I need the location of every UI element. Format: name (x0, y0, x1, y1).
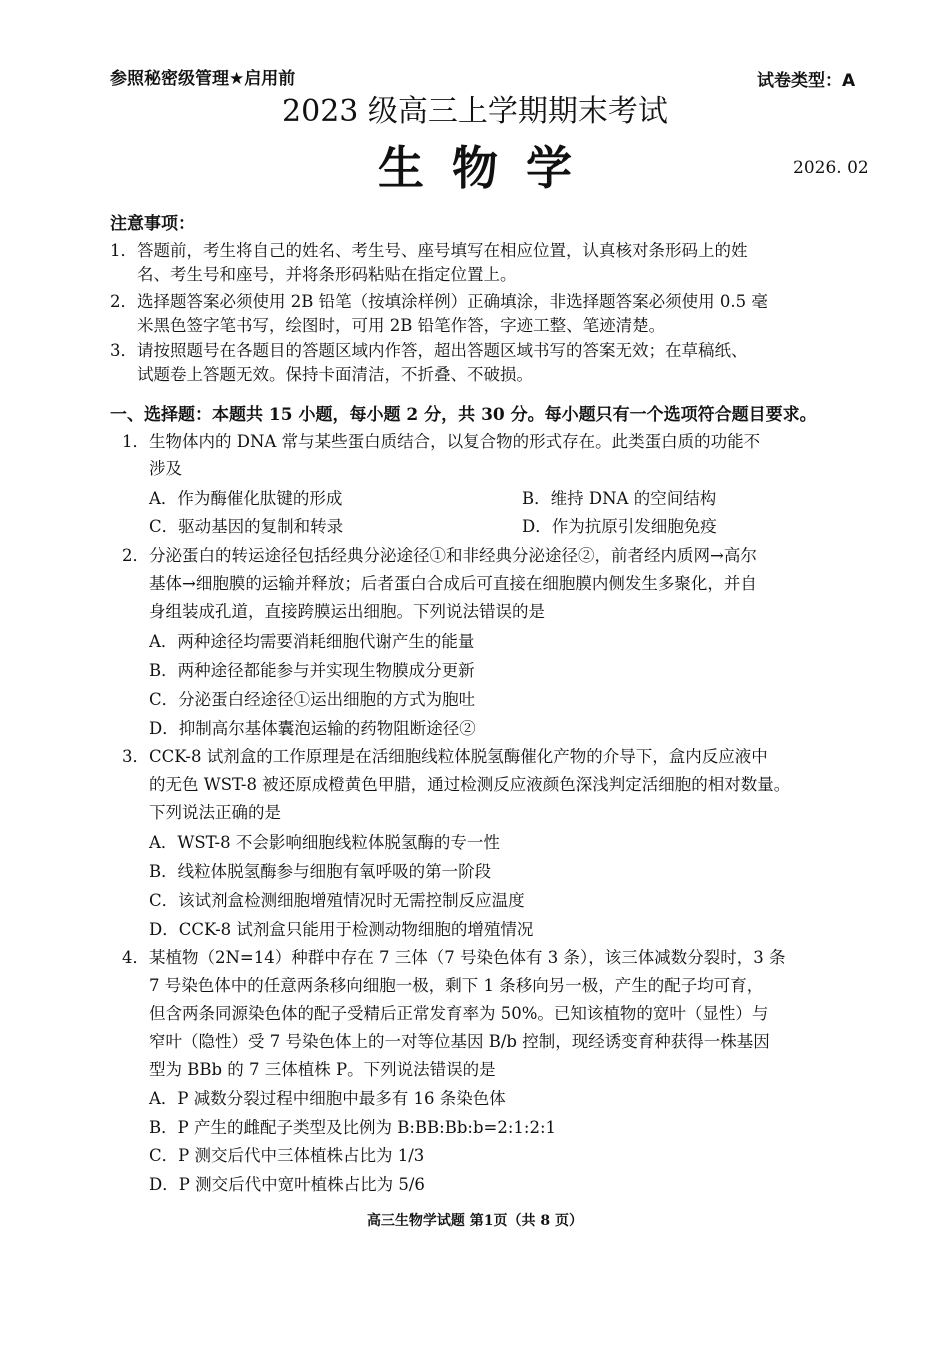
section-1-heading: 一、选择题：本题共 15 小题，每小题 2 分，共 30 分。每小题只有一个选项符合题目要求。 (110, 405, 817, 425)
question-3-option-d: D．CCK-8 试剂盒只能用于检测动物细胞的增殖情况 (149, 920, 534, 939)
page-footer: 高三生物学试题 第1页（共 8 页） (366, 1213, 584, 1229)
question-1-option-d: D．作为抗原引发细胞免疫 (522, 517, 717, 536)
question-4-line-1: 4．某植物（2N=14）种群中存在 7 三体（7 号染色体有 3 条），该三体减数分裂时，3 条 (122, 948, 786, 967)
question-4-line-4: 窄叶（隐性）受 7 号染色体上的一对等位基因 B/b 控制，现经诱变育种获得一株基因 (149, 1032, 770, 1051)
question-3-option-b: B．线粒体脱氢酶参与细胞有氧呼吸的第一阶段 (149, 862, 492, 881)
question-3-option-c: C．该试剂盒检测细胞增殖情况时无需控制反应温度 (149, 891, 525, 910)
question-2-option-b: B．两种途径都能参与并实现生物膜成分更新 (149, 661, 475, 680)
question-3-line-2: 的无色 WST-8 被还原成橙黄色甲腊，通过检测反应液颜色深浅判定活细胞的相对数量。 (149, 775, 791, 794)
paper-type-label: 试卷类型：A (757, 71, 856, 91)
question-4-option-c: C．P 测交后代中三体植株占比为 1/3 (149, 1146, 425, 1165)
question-2-line-1: 2．分泌蛋白的转运途径包括经典分泌途径①和非经典分泌途径②，前者经内质网→高尔 (122, 546, 757, 565)
notice-item-1-line-2: 名、考生号和座号，并将条形码粘贴在指定位置上。 (137, 265, 517, 284)
question-3-line-1: 3．CCK-8 试剂盒的工作原理是在活细胞线粒体脱氢酶催化产物的介导下，盒内反应液中 (122, 747, 768, 766)
notice-item-1-line-1: 1．答题前，考生将自己的姓名、考生号、座号填写在相应位置，认真核对条形码上的姓 (110, 241, 748, 260)
confidential-label: 参照秘密级管理★启用前 (110, 69, 296, 89)
question-4-option-d: D．P 测交后代中宽叶植株占比为 5/6 (149, 1175, 425, 1194)
question-2-option-c: C．分泌蛋白经途径①运出细胞的方式为胞吐 (149, 690, 476, 709)
question-2-line-3: 身组装成孔道，直接跨膜运出细胞。下列说法错误的是 (149, 602, 545, 621)
question-4-line-3: 但含两条同源染色体的配子受精后正常发育率为 50%。已知该植物的宽叶（显性）与 (149, 1004, 769, 1023)
question-2-option-a: A．两种途径均需要消耗细胞代谢产生的能量 (149, 632, 475, 651)
question-1-option-c: C．驱动基因的复制和转录 (149, 517, 344, 536)
exam-title: 2023 级高三上学期期末考试 (282, 94, 668, 129)
question-4-option-a: A．P 减数分裂过程中细胞中最多有 16 条染色体 (149, 1089, 506, 1108)
question-3-line-3: 下列说法正确的是 (149, 803, 281, 822)
question-1-line-2: 涉及 (149, 459, 182, 478)
question-2-line-2: 基体→细胞膜的运输并释放；后者蛋白合成后可直接在细胞膜内侧发生多聚化，并自 (149, 574, 757, 593)
question-1-line-1: 1．生物体内的 DNA 常与某些蛋白质结合，以复合物的形式存在。此类蛋白质的功能不 (122, 432, 761, 451)
exam-date: 2026. 02 (793, 158, 869, 178)
question-2-option-d: D．抑制高尔基体囊泡运输的药物阻断途径② (149, 719, 476, 738)
question-1-option-b: B．维持 DNA 的空间结构 (522, 489, 717, 508)
question-3-option-a: A．WST-8 不会影响细胞线粒体脱氢酶的专一性 (149, 833, 500, 852)
question-4-line-2: 7 号染色体中的任意两条移向细胞一极，剩下 1 条移向另一极，产生的配子均可育， (149, 976, 764, 995)
notice-heading: 注意事项： (110, 214, 195, 234)
notice-item-3-line-1: 3．请按照题号在各题目的答题区域内作答，超出答题区域书写的答案无效；在草稿纸、 (110, 341, 748, 360)
notice-item-2-line-1: 2．选择题答案必须使用 2B 铅笔（按填涂样例）正确填涂，非选择题答案必须使用 0.5 毫 (110, 292, 768, 311)
notice-item-3-line-2: 试题卷上答题无效。保持卡面清洁，不折叠、不破损。 (137, 365, 533, 384)
notice-item-2-line-2: 米黑色签字笔书写，绘图时，可用 2B 铅笔作答，字迹工整、笔迹清楚。 (137, 316, 666, 335)
question-4-line-5: 型为 BBb 的 7 三体植株 P。下列说法错误的是 (149, 1060, 496, 1079)
subject-title: 生物学 (378, 141, 600, 195)
question-4-option-b: B．P 产生的雌配子类型及比例为 B:BB:Bb:b=2:1:2:1 (149, 1118, 557, 1137)
question-1-option-a: A．作为酶催化肽键的形成 (149, 489, 343, 508)
